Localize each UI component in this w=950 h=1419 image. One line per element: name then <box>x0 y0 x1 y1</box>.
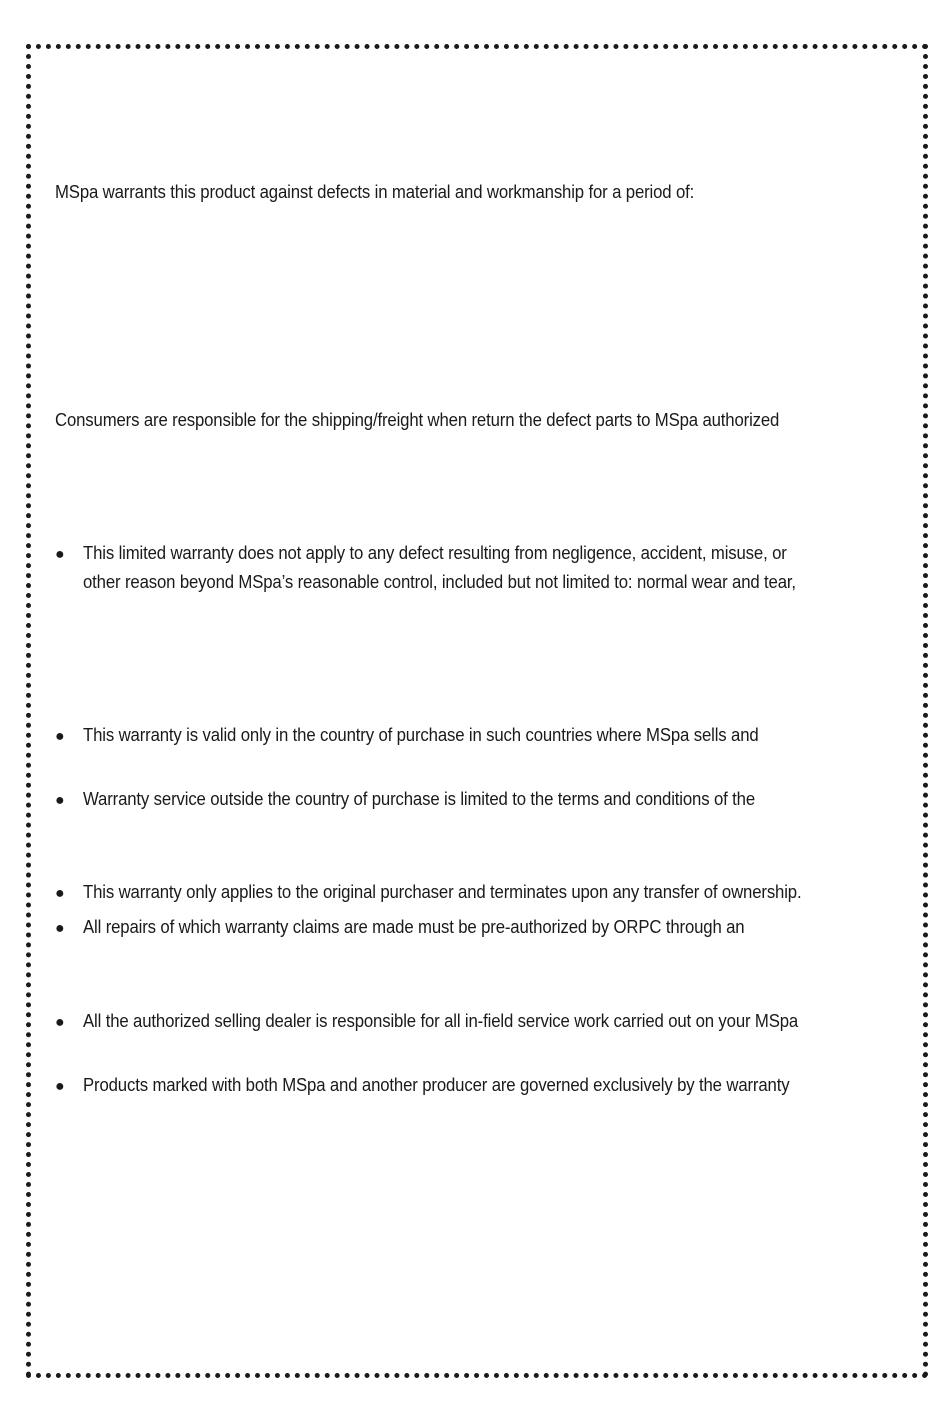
bullet-text-line: This warranty is valid only in the country of purchase in such countries where MSpa sells and <box>83 725 759 745</box>
bullet-icon: ● <box>55 546 65 563</box>
bullet-icon: ● <box>55 728 65 745</box>
bullet-text-line: All repairs of which warranty claims are made must be pre-authorized by ORPC through an <box>83 917 745 937</box>
bullet-text-line: Products marked with both MSpa and another producer are governed exclusively by the warranty <box>83 1075 790 1095</box>
bullet-text-line: This warranty only applies to the original purchaser and terminates upon any transfer of ownership. <box>83 882 802 902</box>
bullet-icon: ● <box>55 885 65 902</box>
bullet-icon: ● <box>55 792 65 809</box>
bullet-text-line: other reason beyond MSpa’s reasonable control, included but not limited to: normal wear and tear, <box>83 572 796 592</box>
bullet-text-line: Warranty service outside the country of purchase is limited to the terms and conditions of the <box>83 789 756 809</box>
shipping-responsibility-text: Consumers are responsible for the shipping/freight when return the defect parts to MSpa authorized <box>55 410 780 430</box>
bullet-text-line: This limited warranty does not apply to any defect resulting from negligence, accident, misuse, or <box>83 543 787 563</box>
bullet-icon: ● <box>55 1014 65 1031</box>
bullet-text-line: All the authorized selling dealer is responsible for all in-field service work carried out on your MSpa <box>83 1011 799 1031</box>
bullet-icon: ● <box>55 1078 65 1095</box>
bullet-icon: ● <box>55 920 65 937</box>
dotted-border-frame <box>26 44 928 1378</box>
warranty-intro-text: MSpa warrants this product against defects in material and workmanship for a period of: <box>55 182 695 202</box>
